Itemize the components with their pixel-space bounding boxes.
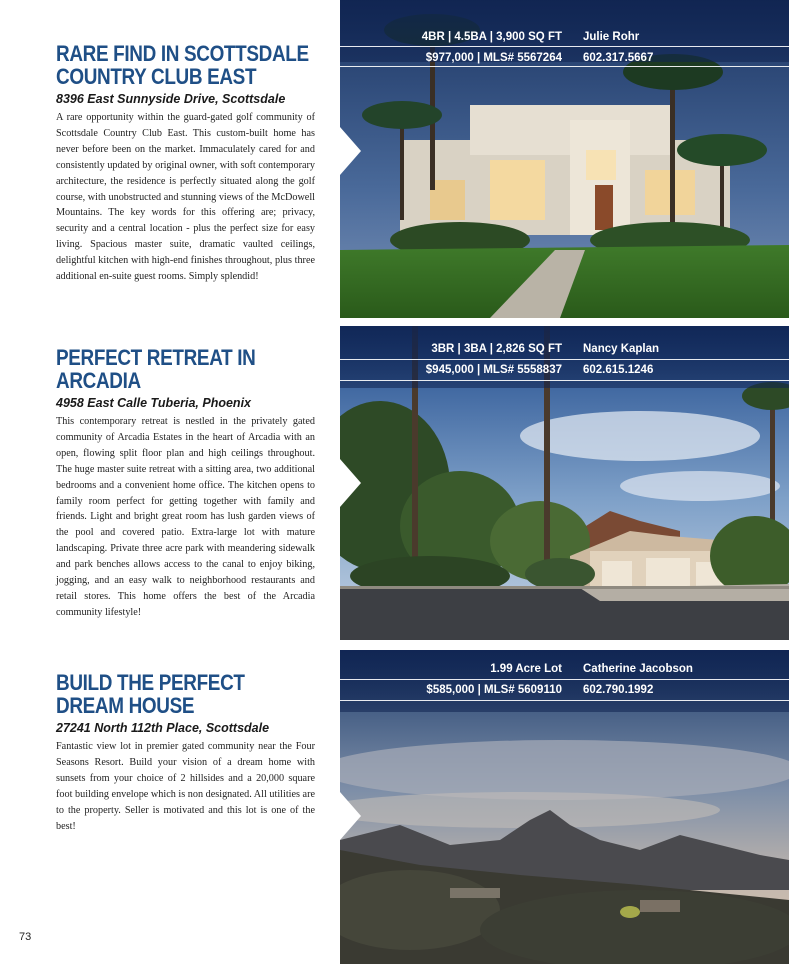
listing-2-agent-phone: 602.615.1246 bbox=[583, 364, 654, 376]
page-number: 73 bbox=[19, 931, 32, 943]
listing-1-notch bbox=[340, 127, 361, 175]
listing-2-agent-name: Nancy Kaplan bbox=[583, 343, 660, 355]
listing-1-headline: RARE FIND IN SCOTTSDALE COUNTRY CLUB EAST bbox=[56, 41, 309, 89]
listing-1-text bbox=[56, 42, 315, 285]
listing-3-agent-phone: 602.790.1992 bbox=[583, 684, 654, 696]
listing-1-divider-bottom bbox=[340, 66, 789, 67]
listing-1-divider bbox=[340, 46, 789, 47]
listing-2-address: 4958 East Calle Tuberia, Phoenix bbox=[56, 396, 251, 410]
listing-2-divider-bottom bbox=[340, 380, 789, 381]
listing-3-divider-bottom bbox=[340, 700, 789, 701]
listing-1-specs: 4BR | 4.5BA | 3,900 SQ FT bbox=[421, 31, 562, 43]
listing-1-price-mls: $977,000 | MLS# 5567264 bbox=[425, 52, 562, 64]
listing-2-description: This contemporary retreat is nestled in the privately gated community of Arcadia Estates in the heart of Arcadia with an open, flowing split floor plan and high ceilings throughout. The huge master suite retreat with a sitting area, two additional bedrooms and a convenient home office. The kitchen opens to family room perfect for getting together with family and friends. Light and bright great room has lush garden views of the pool and covered patio. Extra-large lot with mature landscaping. Private three acre park with meandering sidewalk and park benches allows access to the canal to enjoy biking, jogging, and an easy walk to neighborhood restaurants and retail stores. This home offers the best of the Arcadia community lifestyle! bbox=[56, 416, 315, 618]
listing-1-agent-phone: 602.317.5667 bbox=[583, 52, 654, 64]
listing-2-notch bbox=[340, 459, 361, 507]
listing-3-notch bbox=[340, 792, 361, 840]
listing-3-photo bbox=[340, 650, 789, 964]
listing-3-description: Fantastic view lot in premier gated community near the Four Seasons Resort. Build your vision of a dream home with sunsets from your choice of 2 hillsides and a 20,000 square foot building envelope which is non designated. All utilities are to the property. Seller is motivated and this lot is one of the best! bbox=[56, 741, 315, 832]
listing-3-text bbox=[56, 671, 315, 834]
listing-1-info-band bbox=[340, 0, 789, 62]
listing-2-price-mls: $945,000 | MLS# 5558837 bbox=[425, 364, 562, 376]
listing-2-photo bbox=[340, 326, 789, 640]
listing-3-specs: 1.99 Acre Lot bbox=[490, 663, 562, 675]
listing-1-address: 8396 East Sunnyside Drive, Scottsdale bbox=[56, 92, 286, 106]
listing-3-address: 27241 North 112th Place, Scottsdale bbox=[56, 721, 270, 735]
listing-2-info-band bbox=[340, 326, 789, 388]
listing-2-headline: PERFECT RETREAT IN ARCADIA bbox=[56, 345, 256, 393]
listing-3-agent-name: Catherine Jacobson bbox=[583, 663, 693, 675]
listing-1-description: A rare opportunity within the guard-gated golf community of Scottsdale Country Club East. This custom-built home has never before been on the market. Immaculately cared for and consistently updated by original owner, with soft contemporary architecture, the residence is perfectly situated along the golf course, with unobstructed and stunning views of the McDowell Mountains. The key words for this offering are; privacy, security and a central location - plus the perfect size for easy living. Spacious master suite, dramatic vaulted ceilings, delightful kitchen with high-end finishes throughout, plus three additional en-suite guest rooms. Simply splendid! bbox=[56, 112, 315, 283]
listing-3-info-band bbox=[340, 650, 789, 712]
listing-1-photo bbox=[340, 0, 789, 318]
listing-3-headline: BUILD THE PERFECT DREAM HOUSE bbox=[56, 670, 245, 718]
listing-2-text bbox=[56, 346, 315, 621]
listing-2-specs: 3BR | 3BA | 2,826 SQ FT bbox=[431, 343, 562, 355]
listing-3-price-mls: $585,000 | MLS# 5609110 bbox=[426, 684, 562, 696]
listing-1-agent-name: Julie Rohr bbox=[583, 31, 640, 43]
